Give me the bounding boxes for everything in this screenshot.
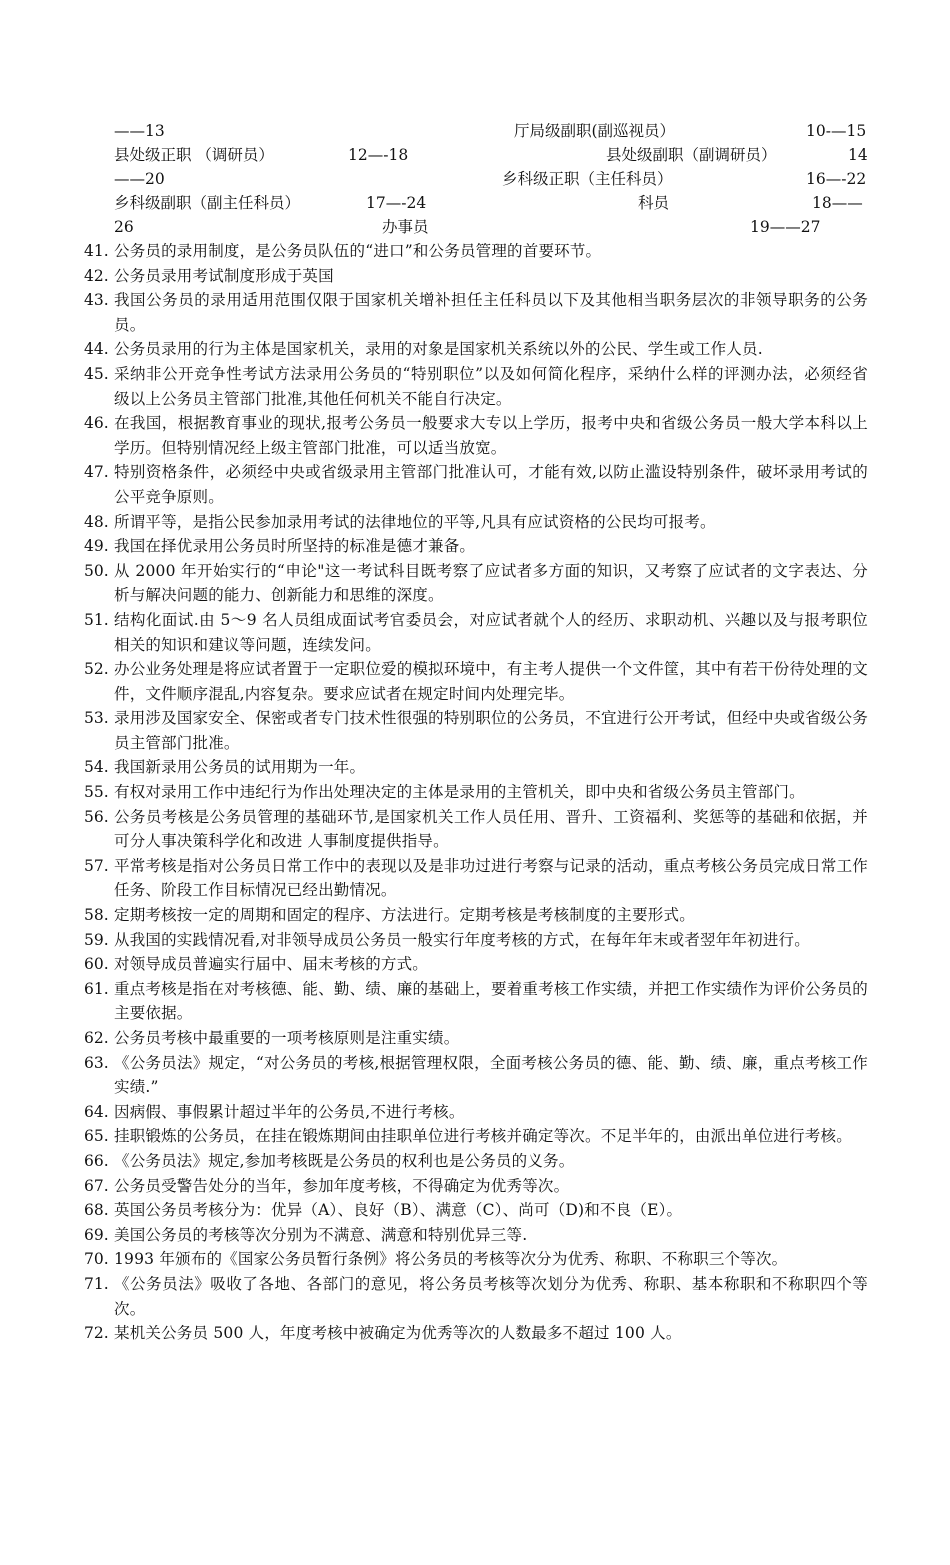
list-item [84,1124,868,1149]
list-item [84,706,868,755]
item-number: 49. [84,537,109,556]
list-item [84,534,868,559]
item-text: 英国公务员考核分为：优异（A）、良好（B）、满意（C）、尚可（D)和不良（E）。 [114,1201,683,1220]
item-text: 《公务员法》规定，“对公务员的考核,根据管理权限，全面考核公务员的德、能、勤、绩、廉，重点考核工作实绩.” [114,1053,868,1097]
item-text: 公务员考核中最重要的一项考核原则是注重实绩。 [114,1029,460,1047]
item-text: 公务员受警告处分的当年，参加年度考核，不得确定为优秀等次。 [114,1176,570,1195]
header-cell: 办事员 [382,218,429,236]
item-number: 41. [84,242,109,260]
item-text: 我国公务员的录用适用范围仅限于国家机关增补担任主任科员以下及其他相当职务层次的非领导职务的公务员。 [114,291,868,334]
item-text: 公务员录用的行为主体是国家机关，录用的对象是国家机关系统以外的公民、学生或工作人员. [114,340,763,359]
list-item [84,1051,868,1100]
item-number: 61. [84,979,109,998]
item-number: 42. [84,266,109,285]
item-number: 59. [84,930,109,949]
item-text: 从 2000 年开始实行的“申论"这一考试科目既考察了应试者多方面的知识，又考察了应试者的文字表达、分析与解决问题的能力、创新能力和思维的深度。 [114,561,868,605]
item-number: 56. [84,807,109,826]
header-cell: ——13 [114,122,165,140]
item-text: 公务员考核是公务员管理的基础环节,是国家机关工作人员任用、晋升、工资福利、奖惩等的基础和依据，并可分人事决策科学化和改进 人事制度提供指导。 [114,807,868,851]
list-item [84,1100,868,1125]
header-cell: 10-—15 [806,122,867,140]
header-cell: 县处级副职（副调研员） [606,146,777,164]
item-text: 平常考核是指对公务员日常工作中的表现以及是非功过进行考察与记录的活动，重点考核公务员完成日常工作任务、阶段工作目标情况已经出勤情况。 [114,856,868,900]
item-text: 结构化面试.由 5～9 名人员组成面试考官委员会，对应试者就个人的经历、求职动机、兴趣以及与报考职位相关的知识和建议等问题，连续发问。 [114,610,868,654]
item-number: 60. [84,955,109,974]
item-number: 48. [84,512,109,531]
list-item [84,1247,868,1272]
item-text: 公务员录用考试制度形成于英国 [114,266,334,285]
header-cell: 16—-22 [806,170,867,188]
list-item [84,362,868,411]
list-item [84,608,868,657]
statement-list [84,239,868,1346]
item-text: 重点考核是指在对考核德、能、勤、绩、廉的基础上，要着重考核工作实绩，并把工作实绩作为评价公务员的主要依据。 [114,979,868,1023]
header-cell: ——20 [114,170,165,188]
item-text: 《公务员法》规定,参加考核既是公务员的权利也是公务员的义务。 [114,1151,575,1170]
item-text: 某机关公务员 500 人，年度考核中被确定为优秀等次的人数最多不超过 100 人。 [114,1324,682,1343]
item-number: 53. [84,709,109,728]
list-item [84,337,868,362]
header-cell: 科员 [638,194,670,212]
item-text: 公务员的录用制度，是公务员队伍的“进口”和公务员管理的首要环节。 [114,242,602,260]
list-item [84,1026,868,1051]
list-item [84,1223,868,1248]
item-text: 采纳非公开竞争性考试方法录用公务员的“特别职位”以及如何简化程序，采纳什么样的评测办法，必须经省级以上公务员主管部门批准,其他任何机关不能自行决定。 [114,364,868,408]
header-cell: 14 [848,146,868,164]
list-item [84,460,868,509]
item-number: 70. [84,1250,109,1269]
list-item [84,1272,868,1321]
list-item [84,411,868,460]
item-number: 72. [84,1324,109,1343]
item-text: 定期考核按一定的周期和固定的程序、方法进行。定期考核是考核制度的主要形式。 [114,906,695,925]
item-number: 45. [84,364,109,383]
item-text: 美国公务员的考核等次分别为不满意、满意和特别优异三等. [114,1225,528,1244]
list-item [84,755,868,780]
item-number: 58. [84,906,109,925]
list-item [84,977,868,1026]
item-number: 47. [84,463,109,482]
item-number: 71. [84,1274,109,1293]
list-item [84,1321,868,1346]
header-cell: 县处级正职 （调研员） [114,146,274,164]
item-text: 从我国的实践情况看,对非领导成员公务员一般实行年度考核的方式，在每年年末或者翌年年初进行。 [114,930,810,949]
item-number: 44. [84,340,109,359]
item-text: 我国新录用公务员的试用期为一年。 [114,758,366,777]
item-text: 1993 年颁布的《国家公务员暂行条例》将公务员的考核等次分为优秀、称职、不称职三个等次。 [114,1250,788,1269]
list-item [84,854,868,903]
item-number: 43. [84,291,109,310]
item-number: 68. [84,1201,109,1220]
item-text: 《公务员法》吸收了各地、各部门的意见，将公务员考核等次划分为优秀、称职、基本称职和不称职四个等次。 [114,1274,868,1318]
item-text: 对领导成员普遍实行届中、届末考核的方式。 [114,955,429,974]
item-number: 67. [84,1176,109,1195]
list-item [84,239,868,264]
header-cell: 26 [114,218,134,236]
list-item [84,657,868,706]
list-item [84,1149,868,1174]
list-item [84,805,868,854]
list-item [84,928,868,953]
item-number: 51. [84,610,109,629]
item-text: 挂职锻炼的公务员，在挂在锻炼期间由挂职单位进行考核并确定等次。不足半年的，由派出单位进行考核。 [114,1127,852,1146]
list-item [84,903,868,928]
item-text: 在我国，根据教育事业的现状,报考公务员一般要求大专以上学历，报考中央和省级公务员一般大学本科以上学历。但特别情况经上级主管部门批准，可以适当放宽。 [114,414,868,457]
item-text: 办公业务处理是将应试者置于一定职位爱的模拟环境中，有主考人提供一个文件筐，其中有若干份待处理的文件，文件顺序混乱,内容复杂。要求应试者在规定时间内处理完毕。 [114,660,868,703]
header-cell: 19——27 [750,218,821,236]
list-item [84,1174,868,1199]
item-text: 我国在择优录用公务员时所坚持的标准是德才兼备。 [114,537,476,556]
item-text: 录用涉及国家安全、保密或者专门技术性很强的特别职位的公务员，不宜进行公开考试，但经中央或省级公务员主管部门批准。 [114,709,868,752]
item-number: 46. [84,414,109,433]
item-number: 52. [84,660,109,679]
item-text: 因病假、事假累计超过半年的公务员,不进行考核。 [114,1102,465,1121]
item-number: 65. [84,1127,109,1146]
item-text: 有权对录用工作中违纪行为作出处理决定的主体是录用的主管机关，即中央和省级公务员主管部门。 [114,783,805,802]
item-number: 63. [84,1053,109,1072]
item-text: 特别资格条件，必须经中央或省级录用主管部门批准认可，才能有效,以防止滥设特别条件，破坏录用考试的公平竞争原则。 [114,463,868,506]
list-item [84,288,868,337]
item-number: 66. [84,1151,109,1170]
header-cell: 乡科级正职（主任科员） [502,170,673,188]
header-cell: 17—-24 [366,194,427,212]
header-cell: 乡科级副职（副主任科员） [114,194,301,212]
header-cell: 厅局级副职(副巡视员） [514,122,676,140]
list-item [84,952,868,977]
list-item [84,264,868,289]
list-item [84,780,868,805]
item-number: 64. [84,1102,109,1121]
item-number: 57. [84,856,109,875]
list-item [84,1198,868,1223]
list-item [84,510,868,535]
item-number: 54. [84,758,109,777]
item-number: 50. [84,561,109,580]
item-number: 69. [84,1225,109,1244]
item-number: 55. [84,783,109,802]
header-cell: 12—-18 [348,146,409,164]
list-item [84,559,868,608]
item-number: 62. [84,1029,109,1047]
header-cell: 18—— [812,194,863,212]
item-text: 所谓平等，是指公民参加录用考试的法律地位的平等,凡具有应试资格的公民均可报考。 [114,512,716,531]
